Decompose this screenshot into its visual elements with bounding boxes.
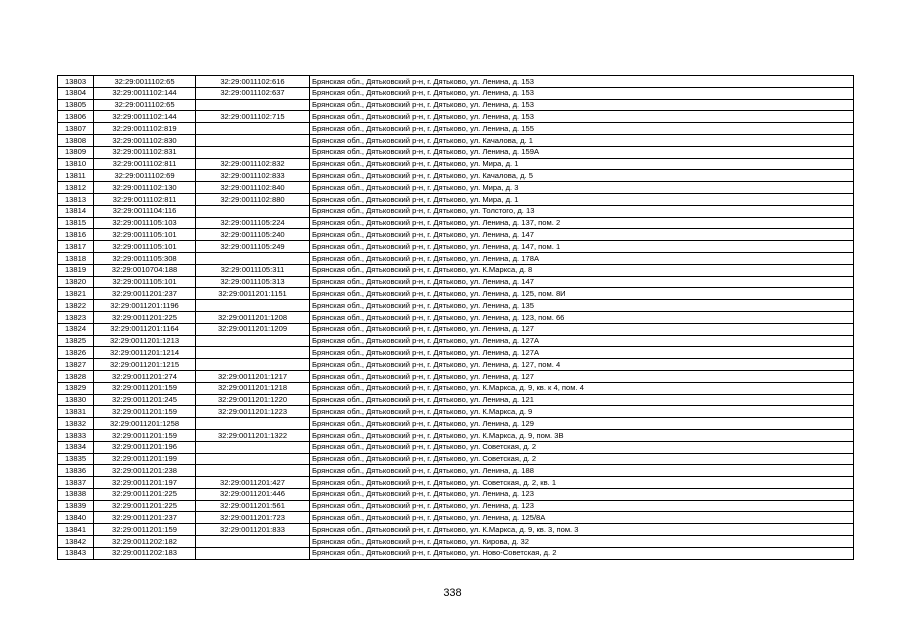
related-cadastral-number-cell: 32:29:0011201:1218 xyxy=(196,382,310,394)
cadastral-number-cell: 32:29:0011202:182 xyxy=(94,536,196,548)
address-cell: Брянская обл., Дятьковский р-н, г. Дятьково, ул. Мира, д. 3 xyxy=(310,182,854,194)
address-cell: Брянская обл., Дятьковский р-н, г. Дятьково, ул. Мира, д. 1 xyxy=(310,193,854,205)
address-cell: Брянская обл., Дятьковский р-н, г. Дятьково, ул. Мира, д. 1 xyxy=(310,158,854,170)
cadastral-number-cell: 32:29:0011201:1196 xyxy=(94,300,196,312)
related-cadastral-number-cell: 32:29:0011102:880 xyxy=(196,193,310,205)
related-cadastral-number-cell: 32:29:0011201:1217 xyxy=(196,370,310,382)
row-number-cell: 13832 xyxy=(58,418,94,430)
table-row xyxy=(58,500,854,512)
cadastral-number-cell: 32:29:0011202:183 xyxy=(94,547,196,559)
table-row xyxy=(58,429,854,441)
related-cadastral-number-cell xyxy=(196,536,310,548)
address-cell: Брянская обл., Дятьковский р-н, г. Дятьково, ул. Ленина, д. 123 xyxy=(310,488,854,500)
row-number-cell: 13824 xyxy=(58,323,94,335)
address-cell: Брянская обл., Дятьковский р-н, г. Дятьково, ул. К.Маркса, д. 8 xyxy=(310,264,854,276)
cadastral-number-cell: 32:29:0011201:159 xyxy=(94,406,196,418)
address-cell: Брянская обл., Дятьковский р-н, г. Дятьково, ул. Ленина, д. 153 xyxy=(310,99,854,111)
address-cell: Брянская обл., Дятьковский р-н, г. Дятьково, ул. Ленина, д. 153 xyxy=(310,87,854,99)
related-cadastral-number-cell xyxy=(196,146,310,158)
address-cell: Брянская обл., Дятьковский р-н, г. Дятьково, ул. Ленина, д. 188 xyxy=(310,465,854,477)
related-cadastral-number-cell: 32:29:0011105:249 xyxy=(196,241,310,253)
related-cadastral-number-cell: 32:29:0011201:1209 xyxy=(196,323,310,335)
cadastral-number-cell: 32:29:0011102:144 xyxy=(94,111,196,123)
table-row xyxy=(58,241,854,253)
table-row xyxy=(58,87,854,99)
table-row xyxy=(58,335,854,347)
cadastral-number-cell: 32:29:0011102:144 xyxy=(94,87,196,99)
address-cell: Брянская обл., Дятьковский р-н, г. Дятьково, ул. К.Маркса, д. 9, пом. 3В xyxy=(310,429,854,441)
row-number-cell: 13828 xyxy=(58,370,94,382)
cadastral-number-cell: 32:29:0011201:196 xyxy=(94,441,196,453)
row-number-cell: 13808 xyxy=(58,134,94,146)
related-cadastral-number-cell: 32:29:0011201:446 xyxy=(196,488,310,500)
row-number-cell: 13825 xyxy=(58,335,94,347)
row-number-cell: 13810 xyxy=(58,158,94,170)
table-row xyxy=(58,547,854,559)
row-number-cell: 13809 xyxy=(58,146,94,158)
row-number-cell: 13830 xyxy=(58,394,94,406)
row-number-cell: 13840 xyxy=(58,512,94,524)
related-cadastral-number-cell: 32:29:0011201:1322 xyxy=(196,429,310,441)
cadastral-number-cell: 32:29:0011105:103 xyxy=(94,217,196,229)
related-cadastral-number-cell: 32:29:0011105:240 xyxy=(196,229,310,241)
table-row xyxy=(58,300,854,312)
row-number-cell: 13818 xyxy=(58,252,94,264)
address-cell: Брянская обл., Дятьковский р-н, г. Дятьково, ул. Ленина, д. 127А xyxy=(310,335,854,347)
cadastral-number-cell: 32:29:0011105:101 xyxy=(94,276,196,288)
cadastral-number-cell: 32:29:0011102:65 xyxy=(94,76,196,88)
row-number-cell: 13836 xyxy=(58,465,94,477)
table-row xyxy=(58,193,854,205)
cadastral-number-cell: 32:29:0011201:159 xyxy=(94,524,196,536)
table-row xyxy=(58,323,854,335)
related-cadastral-number-cell xyxy=(196,123,310,135)
address-cell: Брянская обл., Дятьковский р-н, г. Дятьково, ул. Ленина, д. 153 xyxy=(310,76,854,88)
table-row xyxy=(58,146,854,158)
related-cadastral-number-cell: 32:29:0011105:313 xyxy=(196,276,310,288)
address-cell: Брянская обл., Дятьковский р-н, г. Дятьково, ул. Толстого, д. 13 xyxy=(310,205,854,217)
row-number-cell: 13805 xyxy=(58,99,94,111)
address-cell: Брянская обл., Дятьковский р-н, г. Дятьково, ул. Ленина, д. 127 xyxy=(310,323,854,335)
row-number-cell: 13838 xyxy=(58,488,94,500)
address-cell: Брянская обл., Дятьковский р-н, г. Дятьково, ул. Ленина, д. 121 xyxy=(310,394,854,406)
row-number-cell: 13803 xyxy=(58,76,94,88)
cadastral-number-cell: 32:29:0011201:237 xyxy=(94,512,196,524)
address-cell: Брянская обл., Дятьковский р-н, г. Дятьково, ул. Советская, д. 2, кв. 1 xyxy=(310,477,854,489)
cadastral-number-cell: 32:29:0011201:1164 xyxy=(94,323,196,335)
related-cadastral-number-cell xyxy=(196,252,310,264)
address-cell: Брянская обл., Дятьковский р-н, г. Дятьково, ул. Ленина, д. 135 xyxy=(310,300,854,312)
row-number-cell: 13826 xyxy=(58,347,94,359)
row-number-cell: 13842 xyxy=(58,536,94,548)
table-row xyxy=(58,441,854,453)
related-cadastral-number-cell xyxy=(196,465,310,477)
table-row xyxy=(58,488,854,500)
related-cadastral-number-cell xyxy=(196,99,310,111)
cadastral-number-cell: 32:29:0011102:819 xyxy=(94,123,196,135)
table-body xyxy=(58,76,854,560)
row-number-cell: 13843 xyxy=(58,547,94,559)
address-cell: Брянская обл., Дятьковский р-н, г. Дятьково, ул. Ленина, д. 155 xyxy=(310,123,854,135)
row-number-cell: 13814 xyxy=(58,205,94,217)
address-cell: Брянская обл., Дятьковский р-н, г. Дятьково, ул. Ленина, д. 159А xyxy=(310,146,854,158)
related-cadastral-number-cell: 32:29:0011201:427 xyxy=(196,477,310,489)
related-cadastral-number-cell xyxy=(196,359,310,371)
table-row xyxy=(58,512,854,524)
row-number-cell: 13822 xyxy=(58,300,94,312)
table-row xyxy=(58,170,854,182)
address-cell: Брянская обл., Дятьковский р-н, г. Дятьково, ул. Ленина, д. 125, пом. 8И xyxy=(310,288,854,300)
related-cadastral-number-cell xyxy=(196,547,310,559)
table-row xyxy=(58,134,854,146)
cadastral-table xyxy=(57,75,854,560)
table-row xyxy=(58,477,854,489)
row-number-cell: 13804 xyxy=(58,87,94,99)
row-number-cell: 13817 xyxy=(58,241,94,253)
table-row xyxy=(58,370,854,382)
related-cadastral-number-cell xyxy=(196,441,310,453)
related-cadastral-number-cell xyxy=(196,418,310,430)
related-cadastral-number-cell: 32:29:0011102:832 xyxy=(196,158,310,170)
cadastral-number-cell: 32:29:0011201:245 xyxy=(94,394,196,406)
address-cell: Брянская обл., Дятьковский р-н, г. Дятьково, ул. Ново-Советская, д. 2 xyxy=(310,547,854,559)
cadastral-number-cell: 32:29:0011201:1215 xyxy=(94,359,196,371)
row-number-cell: 13837 xyxy=(58,477,94,489)
related-cadastral-number-cell: 32:29:0011201:1220 xyxy=(196,394,310,406)
address-cell: Брянская обл., Дятьковский р-н, г. Дятьково, ул. Ленина, д. 129 xyxy=(310,418,854,430)
cadastral-number-cell: 32:29:0011201:225 xyxy=(94,488,196,500)
address-cell: Брянская обл., Дятьковский р-н, г. Дятьково, ул. Кирова, д. 32 xyxy=(310,536,854,548)
address-cell: Брянская обл., Дятьковский р-н, г. Дятьково, ул. Ленина, д. 127А xyxy=(310,347,854,359)
table-row xyxy=(58,229,854,241)
related-cadastral-number-cell: 32:29:0011102:616 xyxy=(196,76,310,88)
cadastral-number-cell: 32:29:0011105:101 xyxy=(94,241,196,253)
address-cell: Брянская обл., Дятьковский р-н, г. Дятьково, ул. К.Маркса, д. 9, кв. к 4, пом. 4 xyxy=(310,382,854,394)
address-cell: Брянская обл., Дятьковский р-н, г. Дятьково, ул. Ленина, д. 147 xyxy=(310,229,854,241)
cadastral-number-cell: 32:29:0011201:237 xyxy=(94,288,196,300)
table-row xyxy=(58,205,854,217)
row-number-cell: 13807 xyxy=(58,123,94,135)
address-cell: Брянская обл., Дятьковский р-н, г. Дятьково, ул. Ленина, д. 123 xyxy=(310,500,854,512)
related-cadastral-number-cell xyxy=(196,205,310,217)
row-number-cell: 13823 xyxy=(58,311,94,323)
cadastral-number-cell: 32:29:0011104:116 xyxy=(94,205,196,217)
cadastral-number-cell: 32:29:0011102:130 xyxy=(94,182,196,194)
related-cadastral-number-cell xyxy=(196,134,310,146)
table-row xyxy=(58,288,854,300)
table-row xyxy=(58,465,854,477)
related-cadastral-number-cell: 32:29:0011102:715 xyxy=(196,111,310,123)
address-cell: Брянская обл., Дятьковский р-н, г. Дятьково, ул. Ленина, д. 147, пом. 1 xyxy=(310,241,854,253)
related-cadastral-number-cell: 32:29:0011102:840 xyxy=(196,182,310,194)
row-number-cell: 13812 xyxy=(58,182,94,194)
address-cell: Брянская обл., Дятьковский р-н, г. Дятьково, ул. Советская, д. 2 xyxy=(310,441,854,453)
table-row xyxy=(58,276,854,288)
page-number: 338 xyxy=(443,587,462,599)
cadastral-number-cell: 32:29:0011102:69 xyxy=(94,170,196,182)
table-row xyxy=(58,99,854,111)
related-cadastral-number-cell: 32:29:0011102:637 xyxy=(196,87,310,99)
cadastral-number-cell: 32:29:0011201:238 xyxy=(94,465,196,477)
related-cadastral-number-cell: 32:29:0011201:561 xyxy=(196,500,310,512)
related-cadastral-number-cell: 32:29:0011102:833 xyxy=(196,170,310,182)
table-row xyxy=(58,158,854,170)
row-number-cell: 13834 xyxy=(58,441,94,453)
table-row xyxy=(58,264,854,276)
table-row xyxy=(58,217,854,229)
related-cadastral-number-cell: 32:29:0011201:833 xyxy=(196,524,310,536)
row-number-cell: 13813 xyxy=(58,193,94,205)
cadastral-number-cell: 32:29:0011201:1213 xyxy=(94,335,196,347)
cadastral-number-cell: 32:29:0011102:811 xyxy=(94,193,196,205)
table-row xyxy=(58,252,854,264)
cadastral-number-cell: 32:29:0011201:199 xyxy=(94,453,196,465)
cadastral-number-cell: 32:29:0011201:225 xyxy=(94,311,196,323)
table-row xyxy=(58,382,854,394)
row-number-cell: 13819 xyxy=(58,264,94,276)
cadastral-number-cell: 32:29:0011201:1214 xyxy=(94,347,196,359)
row-number-cell: 13821 xyxy=(58,288,94,300)
related-cadastral-number-cell xyxy=(196,335,310,347)
address-cell: Брянская обл., Дятьковский р-н, г. Дятьково, ул. Ленина, д. 125/8А xyxy=(310,512,854,524)
row-number-cell: 13815 xyxy=(58,217,94,229)
row-number-cell: 13833 xyxy=(58,429,94,441)
related-cadastral-number-cell: 32:29:0011201:1151 xyxy=(196,288,310,300)
table-row xyxy=(58,347,854,359)
related-cadastral-number-cell: 32:29:0011201:1208 xyxy=(196,311,310,323)
cadastral-number-cell: 32:29:0011102:831 xyxy=(94,146,196,158)
cadastral-number-cell: 32:29:0011201:159 xyxy=(94,382,196,394)
address-cell: Брянская обл., Дятьковский р-н, г. Дятьково, ул. Качалова, д. 5 xyxy=(310,170,854,182)
table-row xyxy=(58,394,854,406)
table-row xyxy=(58,359,854,371)
table-row xyxy=(58,418,854,430)
cadastral-number-cell: 32:29:0011102:65 xyxy=(94,99,196,111)
row-number-cell: 13820 xyxy=(58,276,94,288)
cadastral-number-cell: 32:29:0011201:197 xyxy=(94,477,196,489)
table-row xyxy=(58,524,854,536)
row-number-cell: 13841 xyxy=(58,524,94,536)
address-cell: Брянская обл., Дятьковский р-н, г. Дятьково, ул. Ленина, д. 123, пом. 66 xyxy=(310,311,854,323)
row-number-cell: 13829 xyxy=(58,382,94,394)
address-cell: Брянская обл., Дятьковский р-н, г. Дятьково, ул. К.Маркса, д. 9, кв. 3, пом. 3 xyxy=(310,524,854,536)
address-cell: Брянская обл., Дятьковский р-н, г. Дятьково, ул. Ленина, д. 178А xyxy=(310,252,854,264)
address-cell: Брянская обл., Дятьковский р-н, г. Дятьково, ул. Качалова, д. 1 xyxy=(310,134,854,146)
cadastral-number-cell: 32:29:0011201:274 xyxy=(94,370,196,382)
row-number-cell: 13816 xyxy=(58,229,94,241)
related-cadastral-number-cell xyxy=(196,300,310,312)
related-cadastral-number-cell: 32:29:0011105:224 xyxy=(196,217,310,229)
table-row xyxy=(58,311,854,323)
cadastral-number-cell: 32:29:0011102:811 xyxy=(94,158,196,170)
table-row xyxy=(58,111,854,123)
cadastral-number-cell: 32:29:0011102:830 xyxy=(94,134,196,146)
table-row xyxy=(58,123,854,135)
related-cadastral-number-cell xyxy=(196,453,310,465)
table-row xyxy=(58,182,854,194)
related-cadastral-number-cell: 32:29:0011201:1223 xyxy=(196,406,310,418)
cadastral-number-cell: 32:29:0010704:188 xyxy=(94,264,196,276)
address-cell: Брянская обл., Дятьковский р-н, г. Дятьково, ул. К.Маркса, д. 9 xyxy=(310,406,854,418)
cadastral-number-cell: 32:29:0011105:101 xyxy=(94,229,196,241)
table-row xyxy=(58,406,854,418)
related-cadastral-number-cell xyxy=(196,347,310,359)
cadastral-number-cell: 32:29:0011105:308 xyxy=(94,252,196,264)
table-row xyxy=(58,536,854,548)
related-cadastral-number-cell: 32:29:0011201:723 xyxy=(196,512,310,524)
address-cell: Брянская обл., Дятьковский р-н, г. Дятьково, ул. Ленина, д. 153 xyxy=(310,111,854,123)
row-number-cell: 13831 xyxy=(58,406,94,418)
row-number-cell: 13811 xyxy=(58,170,94,182)
row-number-cell: 13839 xyxy=(58,500,94,512)
row-number-cell: 13835 xyxy=(58,453,94,465)
address-cell: Брянская обл., Дятьковский р-н, г. Дятьково, ул. Ленина, д. 127 xyxy=(310,370,854,382)
table-row xyxy=(58,453,854,465)
table-row xyxy=(58,76,854,88)
row-number-cell: 13827 xyxy=(58,359,94,371)
address-cell: Брянская обл., Дятьковский р-н, г. Дятьково, ул. Ленина, д. 147 xyxy=(310,276,854,288)
address-cell: Брянская обл., Дятьковский р-н, г. Дятьково, ул. Ленина, д. 127, пом. 4 xyxy=(310,359,854,371)
address-cell: Брянская обл., Дятьковский р-н, г. Дятьково, ул. Советская, д. 2 xyxy=(310,453,854,465)
related-cadastral-number-cell: 32:29:0011105:311 xyxy=(196,264,310,276)
cadastral-number-cell: 32:29:0011201:1258 xyxy=(94,418,196,430)
cadastral-number-cell: 32:29:0011201:225 xyxy=(94,500,196,512)
cadastral-number-cell: 32:29:0011201:159 xyxy=(94,429,196,441)
row-number-cell: 13806 xyxy=(58,111,94,123)
address-cell: Брянская обл., Дятьковский р-н, г. Дятьково, ул. Ленина, д. 137, пом. 2 xyxy=(310,217,854,229)
